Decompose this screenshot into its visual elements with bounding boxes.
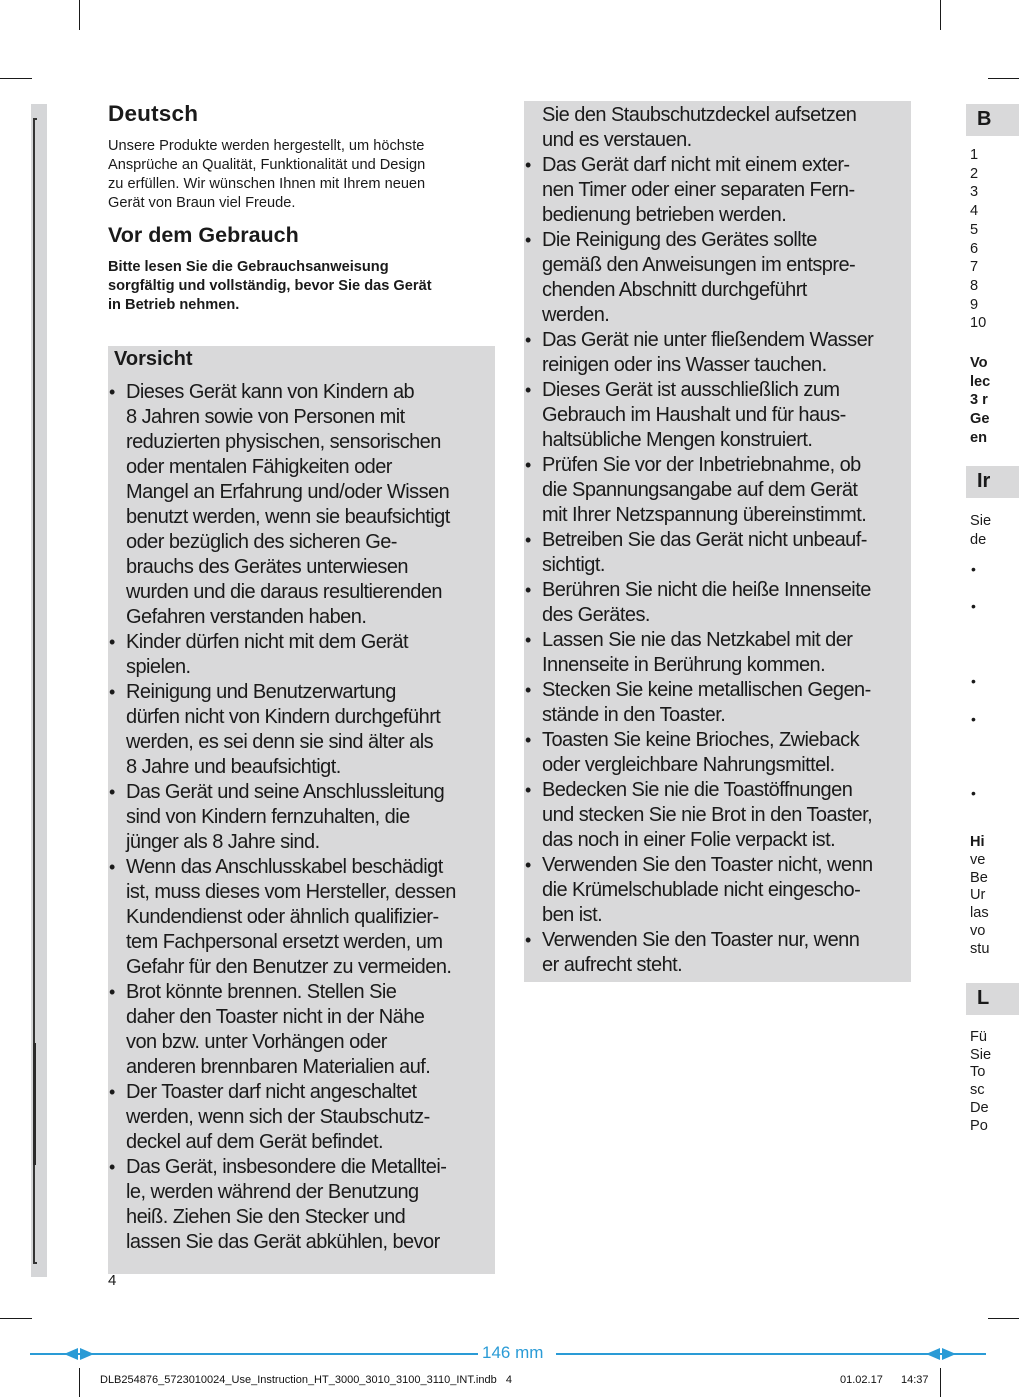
intro-line: Gerät von Braun viel Freude. xyxy=(108,195,296,211)
warning-item-continuation: sichtigt. xyxy=(542,554,605,576)
warning-item-continuation: werden, wenn sich der Staubschutz- xyxy=(126,1106,430,1128)
crop-mark xyxy=(0,1318,32,1319)
warning-item-continuation: spielen. xyxy=(126,656,191,678)
warning-list xyxy=(108,380,500,1255)
warning-item: • Dieses Gerät kann von Kindern ab xyxy=(108,380,500,405)
footer-date: 01.02.17 xyxy=(840,1374,883,1386)
warning-item-continuation: das noch in einer Folie verpackt ist. xyxy=(542,829,836,851)
warning-item-continuation: nen Timer oder einer separaten Fern- xyxy=(542,179,855,201)
warning-box-right xyxy=(524,101,911,982)
right-line: en xyxy=(970,429,988,446)
warning-item-continuation: haltsübliche Mengen konstruiert. xyxy=(542,429,813,451)
measure-arrow-right xyxy=(926,1346,956,1362)
warning-item-continuation: reduzierten physischen, sensorischen xyxy=(126,431,441,453)
warning-item-continuation: die Krümelschublade nicht eingescho- xyxy=(542,879,861,901)
footer-filename: DLB254876_5723010024_Use_Instruction_HT_3000_3010_3100_3110_INT.indb 4 xyxy=(100,1374,513,1386)
crop-mark xyxy=(940,0,941,30)
bullet: • xyxy=(971,711,976,727)
crop-mark xyxy=(79,0,80,30)
warning-item: • Brot könnte brennen. Stellen Sie xyxy=(108,980,500,1005)
crop-mark xyxy=(988,78,1019,79)
warning-item: • Reinigung und Benutzerwartung xyxy=(108,680,500,705)
warning-item-continuation: er aufrecht steht. xyxy=(542,954,683,976)
warning-item-continuation: oder vergleichbare Nahrungsmittel. xyxy=(542,754,835,776)
warning-item-continuation: Kundendienst oder ähnlich qualifizier- xyxy=(126,906,439,928)
right-line: 3 r xyxy=(970,392,988,409)
warning-item: • Verwenden Sie den Toaster nicht, wenn xyxy=(524,853,916,878)
warning-item: • Bedecken Sie nie die Toastöffnungen xyxy=(524,778,916,803)
warning-item: • Betreiben Sie das Gerät nicht unbeauf- xyxy=(524,528,916,553)
right-line: 7 xyxy=(970,259,979,276)
right-line: ve xyxy=(970,852,986,868)
warning-item-continuation: chenden Abschnitt durchgeführt xyxy=(542,279,807,301)
right-line: To xyxy=(970,1064,986,1081)
right-line: 4 xyxy=(970,203,979,220)
warning-item-continuation: ist, muss dieses vom Hersteller, dessen xyxy=(126,881,456,903)
right-line: sc xyxy=(970,1082,985,1099)
right-line: Ur xyxy=(970,887,986,904)
note-line: Bitte lesen Sie die Gebrauchsanweisung xyxy=(108,259,389,275)
right-line: 8 xyxy=(970,277,979,294)
intro-paragraph xyxy=(108,137,498,213)
warning-item: • Berühren Sie nicht die heiße Innenseite xyxy=(524,578,916,603)
right-line: lec xyxy=(970,373,991,390)
margin-tab xyxy=(33,1043,36,1165)
right-line: 10 xyxy=(970,315,987,332)
bullet: • xyxy=(971,785,976,801)
warning-item-continuation: werden, es sei denn sie sind älter als xyxy=(126,731,434,753)
measure-arrow-left xyxy=(64,1346,94,1362)
right-line: Ge xyxy=(970,411,990,428)
warning-item-continuation: 8 Jahre und beaufsichtigt. xyxy=(126,756,341,778)
warning-item-continuation: jünger als 8 Jahre sind. xyxy=(126,831,320,853)
intro-line: Ansprüche an Qualität, Funktionalität und Design xyxy=(108,157,426,173)
right-line: de xyxy=(970,531,987,548)
right-line: De xyxy=(970,1099,989,1116)
warning-item-continuation: stände in den Toaster. xyxy=(542,704,726,726)
warning-item: • Dieses Gerät ist ausschließlich zum xyxy=(524,378,916,403)
warning-item: • Der Toaster darf nicht angeschaltet xyxy=(108,1080,500,1105)
crop-mark xyxy=(988,1318,1019,1319)
right-line: vo xyxy=(970,922,986,939)
measure-line xyxy=(0,1343,1019,1363)
right-line: 1 xyxy=(970,147,979,163)
measure-label: 146 mm xyxy=(482,1343,544,1362)
bullet: • xyxy=(971,561,976,577)
warning-item: • Wenn das Anschlusskabel beschädigt xyxy=(108,855,500,880)
right-line: Vo xyxy=(970,355,988,371)
warning-item-continuation: Innenseite in Berührung kommen. xyxy=(542,654,826,676)
right-line: 5 xyxy=(970,221,979,238)
right-line: Fü xyxy=(970,1029,988,1045)
warning-item: • Kinder dürfen nicht mit dem Gerät xyxy=(108,630,500,655)
intro-line: Unsere Produkte werden hergestellt, um höchste xyxy=(108,138,425,154)
warning-list xyxy=(524,103,916,978)
note-line: in Betrieb nehmen. xyxy=(108,297,240,313)
warning-item-continuation: oder mentalen Fähigkeiten oder xyxy=(126,456,392,478)
bullet: • xyxy=(971,673,976,689)
right-line: Po xyxy=(970,1117,988,1134)
section-title: Deutsch xyxy=(108,101,199,126)
warning-item-continuation: von bzw. unter Vorhängen oder xyxy=(126,1031,387,1053)
warning-item-continuation: sind von Kindern fernzuhalten, die xyxy=(126,806,410,828)
right-line: stu xyxy=(970,940,990,957)
page-number: 4 xyxy=(108,1272,117,1289)
crop-mark xyxy=(79,1368,80,1397)
warning-item-continuation: le, werden während der Benutzung xyxy=(126,1181,419,1203)
warning-item-continuation: heiß. Ziehen Sie den Stecker und xyxy=(126,1206,406,1228)
right-line: 9 xyxy=(970,296,979,313)
warning-item-continuation: dürfen nicht von Kindern durchgeführt xyxy=(126,706,441,728)
warning-item-continuation: lassen Sie das Gerät abkühlen, bevor xyxy=(126,1231,440,1253)
warning-item-continuation: benutzt werden, wenn sie beaufsichtigt xyxy=(126,506,450,528)
warning-item: • Toasten Sie keine Brioches, Zwieback xyxy=(524,728,916,753)
right-section-header: Ir xyxy=(966,466,1019,498)
warning-item: • Die Reinigung des Gerätes sollte xyxy=(524,228,916,253)
warning-item: • Das Gerät, insbesondere die Metalltei- xyxy=(108,1155,500,1180)
warning-item-continuation: Mangel an Erfahrung und/oder Wissen xyxy=(126,481,450,503)
warning-item-continuation: bedienung betrieben werden. xyxy=(542,204,787,226)
warning-heading: Vorsicht xyxy=(114,348,193,370)
warning-item-continuation: Sie den Staubschutzdeckel aufsetzen xyxy=(542,104,857,126)
warning-item-continuation: Gefahren verstanden haben. xyxy=(126,606,367,628)
warning-item-continuation: oder bezüglich des sicheren Ge- xyxy=(126,531,397,553)
warning-item-continuation: brauchs des Gerätes unterwiesen xyxy=(126,556,409,578)
right-line: 2 xyxy=(970,165,979,182)
right-line: Be xyxy=(970,869,988,886)
warning-item-continuation: und stecken Sie nie Brot in den Toaster, xyxy=(542,804,873,826)
crop-mark xyxy=(940,1368,941,1397)
intro-line: zu erfüllen. Wir wünschen Ihnen mit Ihrem neuen xyxy=(108,176,426,192)
reading-note xyxy=(108,258,498,315)
warning-item-continuation: tem Fachpersonal ersetzt werden, um xyxy=(126,931,443,953)
right-line: Sie xyxy=(970,1046,992,1063)
warning-item: • Das Gerät und seine Anschlussleitung xyxy=(108,780,500,805)
crop-mark xyxy=(0,78,32,79)
warning-item: • Das Gerät darf nicht mit einem exter- xyxy=(524,153,916,178)
warning-box-left xyxy=(108,346,495,1274)
warning-item-continuation: 8 Jahren sowie von Personen mit xyxy=(126,406,405,428)
note-line: sorgfältig und vollständig, bevor Sie das Gerät xyxy=(108,278,432,294)
right-section-header: B xyxy=(966,104,1019,136)
warning-item: • Das Gerät nie unter fließendem Wasser xyxy=(524,328,916,353)
warning-item-continuation: die Spannungsangabe auf dem Gerät xyxy=(542,479,858,501)
warning-item: • Prüfen Sie vor der Inbetriebnahme, ob xyxy=(524,453,916,478)
warning-item: • Stecken Sie keine metallischen Gegen- xyxy=(524,678,916,703)
warning-item-continuation: Gebrauch im Haushalt und für haus- xyxy=(542,404,846,426)
warning-item-continuation: anderen brennbaren Materialien auf. xyxy=(126,1056,431,1078)
warning-item-continuation: ben ist. xyxy=(542,904,603,926)
right-line: 3 xyxy=(970,184,979,201)
warning-item-continuation: reinigen oder ins Wasser tauchen. xyxy=(542,354,827,376)
warning-item-continuation: gemäß den Anweisungen im entspre- xyxy=(542,254,856,276)
right-section-header: L xyxy=(966,983,1019,1015)
right-line: 6 xyxy=(970,240,979,257)
warning-item-continuation: und es verstauen. xyxy=(542,129,692,151)
warning-item-continuation: deckel auf dem Gerät befindet. xyxy=(126,1131,383,1153)
right-line: Sie xyxy=(970,513,992,529)
warning-item-continuation: wurden und die daraus resultierenden xyxy=(126,581,442,603)
warning-item-continuation: daher den Toaster nicht in der Nähe xyxy=(126,1006,425,1028)
footer-time: 14:37 xyxy=(901,1374,929,1386)
warning-item: • Lassen Sie nie das Netzkabel mit der xyxy=(524,628,916,653)
subsection-title: Vor dem Gebrauch xyxy=(108,223,299,247)
right-line: las xyxy=(970,905,989,922)
warning-item-continuation: mit Ihrer Netzspannung übereinstimmt. xyxy=(542,504,867,526)
warning-item-continuation: Gefahr für den Benutzer zu vermeiden. xyxy=(126,956,452,978)
warning-item-continuation: des Gerätes. xyxy=(542,604,650,626)
intro-column xyxy=(108,101,498,315)
warning-item-continuation: werden. xyxy=(542,304,610,326)
bullet: • xyxy=(971,598,976,614)
warning-item: • Verwenden Sie den Toaster nur, wenn xyxy=(524,928,916,953)
right-bold-text: Hi xyxy=(970,834,985,850)
